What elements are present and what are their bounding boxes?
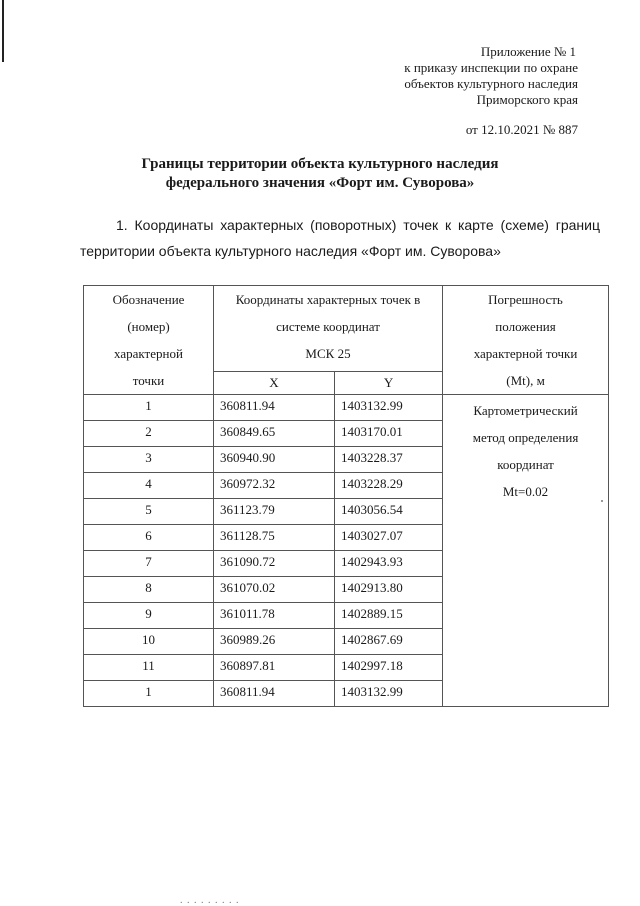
x-coordinate-cell: 360972.32 — [214, 473, 335, 499]
x-coordinate-cell: 361070.02 — [214, 577, 335, 603]
y-coordinate-cell: 1403027.07 — [335, 525, 443, 551]
x-coordinate-cell: 360811.94 — [214, 395, 335, 421]
paragraph-line-2: территории объекта культурного наследия «Форт им. Суворова» — [80, 243, 501, 259]
x-coordinate-cell: 360849.65 — [214, 421, 335, 447]
table-row — [84, 395, 609, 421]
scan-artifact-dot — [601, 500, 603, 502]
coordinates-paragraph — [80, 212, 600, 264]
point-number-cell: 7 — [84, 551, 214, 577]
point-number-cell: 5 — [84, 499, 214, 525]
header-coordinates: Координаты характерных точек в системе координат МСК 25 — [214, 286, 443, 372]
title-line-2: федерального значения «Форт им. Суворова» — [165, 175, 475, 191]
y-coordinate-cell: 1402867.69 — [335, 629, 443, 655]
y-coordinate-cell: 1403228.37 — [335, 447, 443, 473]
method-line: Mt=0.02 — [502, 484, 549, 499]
y-coordinate-cell: 1403132.99 — [335, 395, 443, 421]
scan-edge-mark — [2, 0, 4, 62]
y-coordinate-cell: 1402913.80 — [335, 577, 443, 603]
point-number-cell: 10 — [84, 629, 214, 655]
scan-artifact: . . . . . . . . . — [180, 895, 240, 906]
point-number-cell: 8 — [84, 577, 214, 603]
x-coordinate-cell: 361128.75 — [214, 525, 335, 551]
y-coordinate-cell: 1403056.54 — [335, 499, 443, 525]
appendix-header — [378, 44, 578, 108]
appendix-number: Приложение № 1 — [480, 44, 576, 59]
header-y: Y — [335, 372, 443, 395]
y-coordinate-cell: 1402943.93 — [335, 551, 443, 577]
method-line: координат — [497, 457, 554, 472]
x-coordinate-cell: 360811.94 — [214, 681, 335, 707]
y-coordinate-cell: 1403132.99 — [335, 681, 443, 707]
point-number-cell: 11 — [84, 655, 214, 681]
coordinates-table — [83, 285, 609, 707]
document-title — [0, 155, 640, 193]
x-coordinate-cell: 360989.26 — [214, 629, 335, 655]
x-coordinate-cell: 360940.90 — [214, 447, 335, 473]
appendix-order-ref: к приказу инспекции по охране — [404, 60, 578, 75]
appendix-heritage-ref: объектов культурного наследия — [404, 76, 578, 91]
y-coordinate-cell: 1402889.15 — [335, 603, 443, 629]
x-coordinate-cell: 360897.81 — [214, 655, 335, 681]
y-coordinate-cell: 1403170.01 — [335, 421, 443, 447]
point-number-cell: 1 — [84, 681, 214, 707]
order-date: от 12.10.2021 № 887 — [465, 122, 578, 137]
y-coordinate-cell: 1403228.29 — [335, 473, 443, 499]
point-number-cell: 4 — [84, 473, 214, 499]
x-coordinate-cell: 361090.72 — [214, 551, 335, 577]
appendix-region: Приморского края — [476, 92, 578, 107]
paragraph-line-1: 1. Координаты характерных (поворотных) точек к карте (схеме) границ — [116, 217, 600, 233]
x-coordinate-cell: 361011.78 — [214, 603, 335, 629]
point-number-cell: 6 — [84, 525, 214, 551]
header-error: Погрешность положения характерной точки (Mt), м — [443, 286, 609, 395]
y-coordinate-cell: 1402997.18 — [335, 655, 443, 681]
point-number-cell: 9 — [84, 603, 214, 629]
method-cell — [443, 395, 609, 707]
method-line: метод определения — [472, 430, 579, 445]
point-number-cell: 2 — [84, 421, 214, 447]
header-x: X — [214, 372, 335, 395]
header-designation: Обозначение (номер) характерной точки — [84, 286, 214, 395]
point-number-cell: 3 — [84, 447, 214, 473]
x-coordinate-cell: 361123.79 — [214, 499, 335, 525]
method-line: Картометрический — [473, 403, 578, 418]
title-line-1: Границы территории объекта культурного наследия — [141, 156, 499, 172]
point-number-cell: 1 — [84, 395, 214, 421]
table-header-row — [84, 286, 609, 372]
